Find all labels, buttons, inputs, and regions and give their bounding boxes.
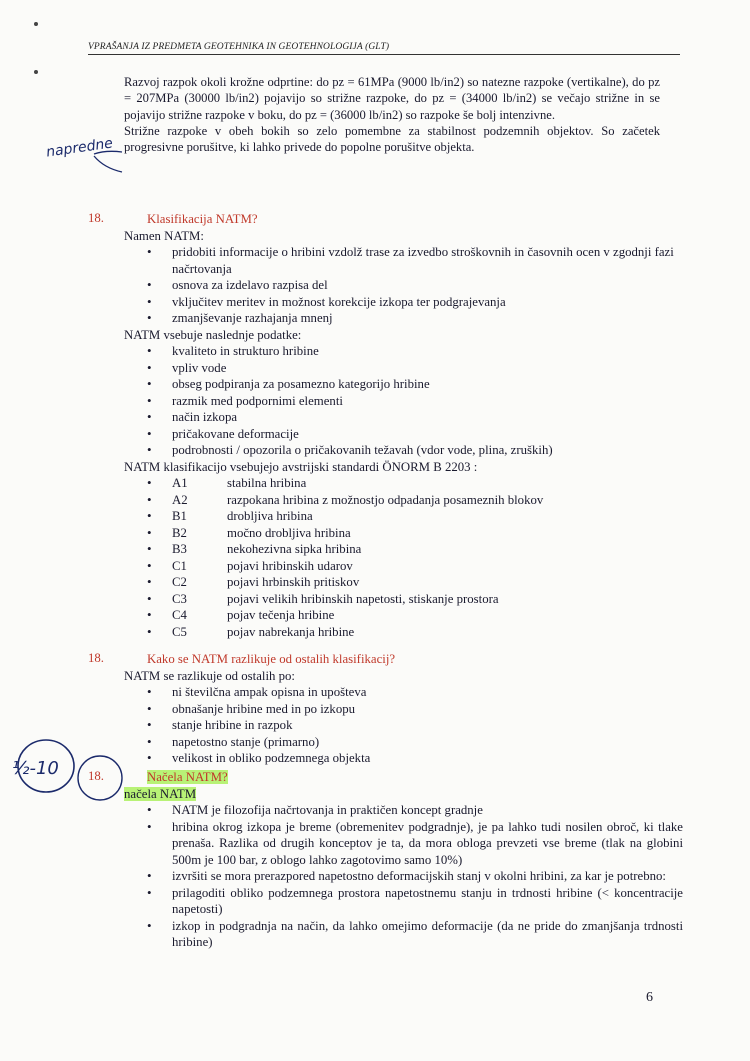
classification-item <box>147 525 683 542</box>
class-code: C2 <box>172 575 187 589</box>
list-item: • NATM je filozofija načrtovanja in praktičen koncept gradnje <box>147 802 683 819</box>
class-description: razpokana hribina z možnostjo odpadanja posameznih blokov <box>227 492 544 507</box>
question-number: 18. <box>88 211 104 225</box>
list-item: • zmanjševanje razhajanja mnenj <box>147 310 683 327</box>
classification-list <box>0 475 750 640</box>
question-title: Klasifikacija NATM? <box>147 212 258 226</box>
intro-paragraph: Razvoj razpok okoli krožne odprtine: do pz = 61MPa (9000 lb/in2) so natezne razpoke (vertikalne), do pz = 207MPa (30000 lb/in2) pojavijo so strižne razpoke, do pz = (34000 lb/in2) se večajo strižne in se pojavijo strižne razpoke v boku, do pz = (36000 lb/in2) so razpoke še bolj intenzivne. <box>124 75 660 122</box>
bullet-list <box>0 244 750 327</box>
classification-item <box>147 508 683 525</box>
class-code: A1 <box>172 476 188 490</box>
handwritten-note: napredne <box>45 135 114 161</box>
section-nacela <box>0 769 750 951</box>
question-number: 18. <box>88 651 104 665</box>
class-description: močno drobljiva hribina <box>227 525 351 540</box>
list-item: • prilagoditi obliko podzemnega prostora napetostnemu stanju in trdnosti hribine (< koncentracije napetosti) <box>147 885 683 918</box>
list-item: • pridobiti informacije o hribini vzdolž trase za izvedbo stroškovnih in časovnih ocen v zgodnji fazi načrtovanja <box>147 244 683 277</box>
class-code: C4 <box>172 608 187 622</box>
question-number: 18. <box>88 769 104 783</box>
question-title: Kako se NATM razlikuje od ostalih klasifikacij? <box>147 652 396 666</box>
class-code: C5 <box>172 624 187 639</box>
binder-dot <box>34 22 38 26</box>
handwritten-arrow <box>92 146 126 176</box>
list-item: • velikost in obliko podzemnega objekta <box>147 750 683 767</box>
group-label: NATM klasifikacijo vsebujejo avstrijski standardi ÖNORM B 2203 : <box>124 459 478 474</box>
intro-paragraph: Strižne razpoke v obeh bokih so zelo pomembne za stabilnost podzemnih objektov. So začetek progresivne porušitve, ki lahko privede do popolne porušitve objekta. <box>124 123 660 155</box>
list-item: • pričakovane deformacije <box>147 426 683 443</box>
classification-item <box>147 475 683 492</box>
section-klasifikacija <box>0 211 750 640</box>
list-item: • način izkopa <box>147 409 683 426</box>
question-title: Načela NATM? <box>147 770 228 784</box>
class-code: C3 <box>172 591 187 606</box>
intro-paragraphs <box>124 74 660 155</box>
class-description: pojavi hribinskih udarov <box>227 558 353 573</box>
bullet-list <box>0 802 750 951</box>
class-code: B2 <box>172 525 187 540</box>
page-header: VPRAŠANJA IZ PREDMETA GEOTEHNIKA IN GEOTEHNOLOGIJA (GLT) <box>88 42 680 55</box>
list-item: • osnova za izdelavo razpisa del <box>147 277 683 294</box>
classification-item <box>147 574 683 591</box>
list-item: • izkop in podgradnja na način, da lahko omejimo deformacije (da ne pride do zmanjšanja trdnosti hribine) <box>147 918 683 951</box>
classification-item <box>147 558 683 575</box>
binder-dot <box>34 70 38 74</box>
group-label: NATM se razlikuje od ostalih po: <box>124 668 295 683</box>
classification-item <box>147 541 683 558</box>
list-item: • obseg podpiranja za posamezno kategorijo hribine <box>147 376 683 393</box>
class-code: B3 <box>172 542 187 556</box>
classification-item <box>147 492 683 509</box>
page-number: 6 <box>646 990 653 1005</box>
list-item: • obnašanje hribine med in po izkopu <box>147 701 683 718</box>
list-item: • ni številčna ampak opisna in upošteva <box>147 684 683 701</box>
class-description: stabilna hribina <box>227 476 307 490</box>
list-item: • stanje hribine in razpok <box>147 717 683 734</box>
list-item: • izvršiti se mora prerazpored napetostno deformacijskih stanj v okolni hribini, za kar je potrebno: <box>147 868 683 885</box>
group-label: načela NATM <box>124 786 197 801</box>
list-item: • hribina okrog izkopa je breme (obremenitev podgradnje), je pa lahko tudi nosilen obroč, ki tlake prenaša. Razlika od drugih konceptov je ta, da mora obloga prevzeti vse breme (tlak na globini 500m je 100 bar, z oblogo lahko zagotovimo samo 10%) <box>147 819 683 869</box>
list-item: • podrobnosti / opozorila o pričakovanih težavah (vdor vode, plina, zruških) <box>147 442 683 459</box>
class-code: B1 <box>172 509 187 523</box>
list-item: • napetostno stanje (primarno) <box>147 734 683 751</box>
grade-text: ½-10 <box>12 758 59 779</box>
section-razlike <box>0 651 750 767</box>
list-item: • vpliv vode <box>147 360 683 377</box>
class-description: drobljiva hribina <box>227 509 313 523</box>
list-item: • vključitev meritev in možnost korekcije izkopa ter podgrajevanja <box>147 294 683 311</box>
list-item: • kvaliteto in strukturo hribine <box>147 343 683 360</box>
class-code: C1 <box>172 558 187 573</box>
class-code: A2 <box>172 492 188 507</box>
class-description: pojav nabrekanja hribine <box>227 624 355 639</box>
classification-item <box>147 607 683 624</box>
class-description: pojavi velikih hribinskih napetosti, stiskanje prostora <box>227 591 499 606</box>
classification-item <box>147 591 683 608</box>
group-label: Namen NATM: <box>124 228 204 243</box>
classification-item <box>147 624 683 641</box>
class-description: pojav tečenja hribine <box>227 608 335 622</box>
bullet-list <box>0 343 750 459</box>
group-label: NATM vsebuje naslednje podatke: <box>124 327 302 342</box>
class-description: pojavi hrbinskih pritiskov <box>227 575 360 589</box>
class-description: nekohezivna sipka hribina <box>227 542 362 556</box>
list-item: • razmik med podpornimi elementi <box>147 393 683 410</box>
